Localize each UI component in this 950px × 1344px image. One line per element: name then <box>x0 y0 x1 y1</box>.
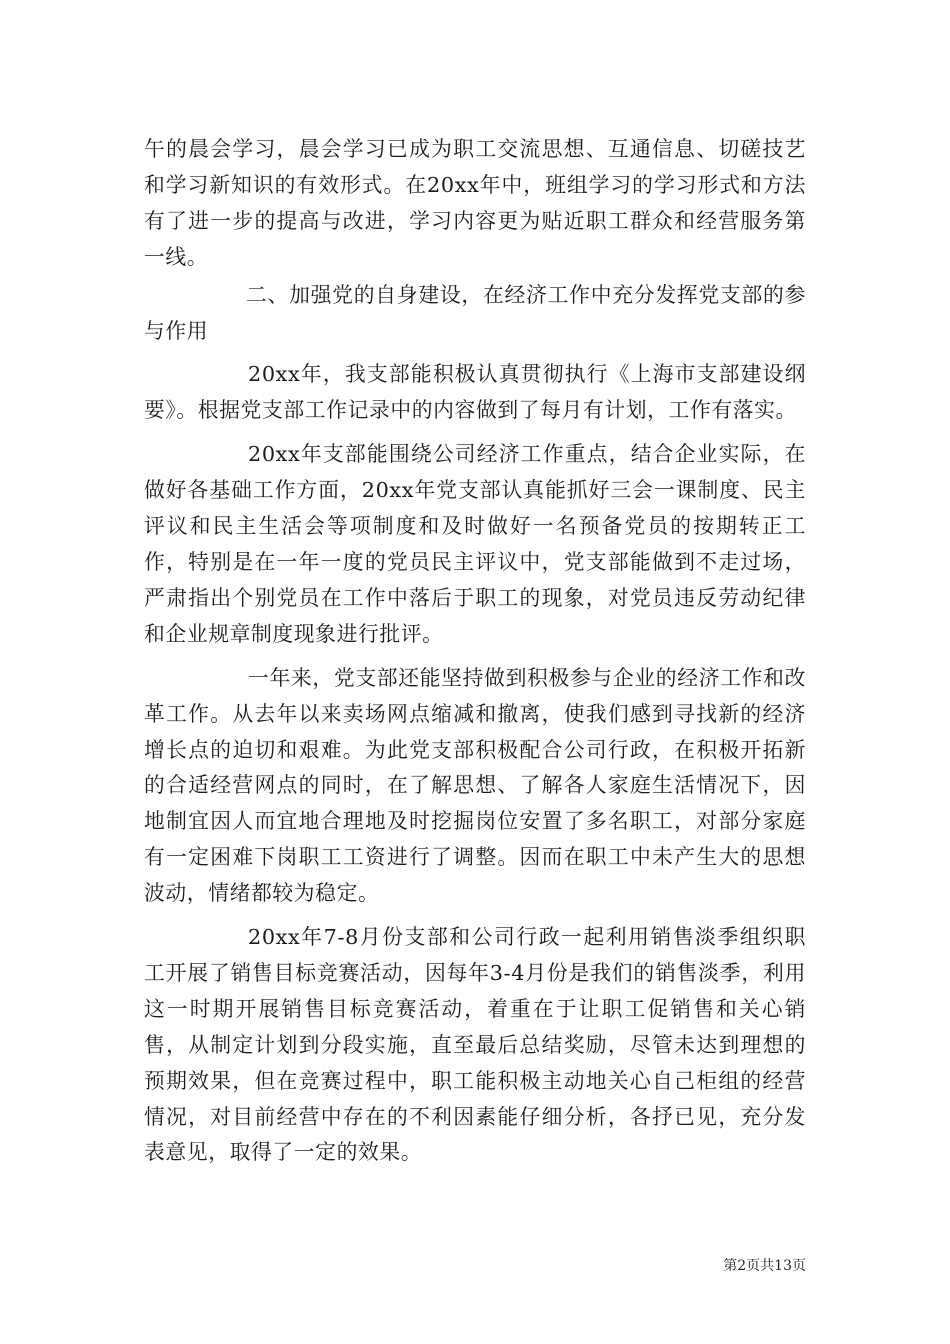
paragraph-continuation: 午的晨会学习，晨会学习已成为职工交流思想、互通信息、切磋技艺和学习新知识的有效形式。在20xx年中，班组学习的学习形式和方法有了进一步的提高与改进，学习内容更为贴近职工群众和经营服务第一线。 <box>144 137 806 269</box>
section-heading: 二、加强党的自身建设，在经济工作中充分发挥党支部的参与作用 <box>144 282 806 343</box>
page-number: 第2页共13页 <box>723 1258 806 1274</box>
paragraph: 20xx年7-8月份支部和公司行政一起利用销售淡季组织职工开展了销售目标竞赛活动，因每年3-4月份是我们的销售淡季，利用这一时期开展销售目标竞赛活动，着重在于让职工促销售和关心销售，从制定计划到分段实施，直至最后总结奖励，尽管未达到理想的预期效果，但在竞赛过程中，职工能积极主动地关心自己柜组的经营情况，对目前经营中存在的不利因素能仔细分析，各抒已见，充分发表意见，取得了一定的效果。 <box>144 925 806 1165</box>
document-body <box>144 132 806 1171</box>
paragraph: 20xx年，我支部能积极认真贯彻执行《上海市支部建设纲要》。根据党支部工作记录中的内容做到了每月有计划，工作有落实。 <box>144 362 806 423</box>
paragraph: 一年来，党支部还能坚持做到积极参与企业的经济工作和改革工作。从去年以来卖场网点缩减和撤离，使我们感到寻找新的经济增长点的迫切和艰难。为此党支部积极配合公司行政，在积极开拓新的合适经营网点的同时，在了解思想、了解各人家庭生活情况下，因地制宜因人而宜地合理地及时挖掘岗位安置了多名职工，对部分家庭有一定困难下岗职工工资进行了调整。因而在职工中未产生大的思想波动，情绪都较为稳定。 <box>144 665 806 906</box>
paragraph: 20xx年支部能围绕公司经济工作重点，结合企业实际，在做好各基础工作方面，20xx年党支部认真能抓好三会一课制度、民主评议和民主生活会等项制度和及时做好一名预备党员的按期转正工作，特别是在一年一度的党员民主评议中，党支部能做到不走过场，严肃指出个别党员在工作中落后于职工的现象，对党员违反劳动纪律和企业规章制度现象进行批评。 <box>144 442 806 646</box>
